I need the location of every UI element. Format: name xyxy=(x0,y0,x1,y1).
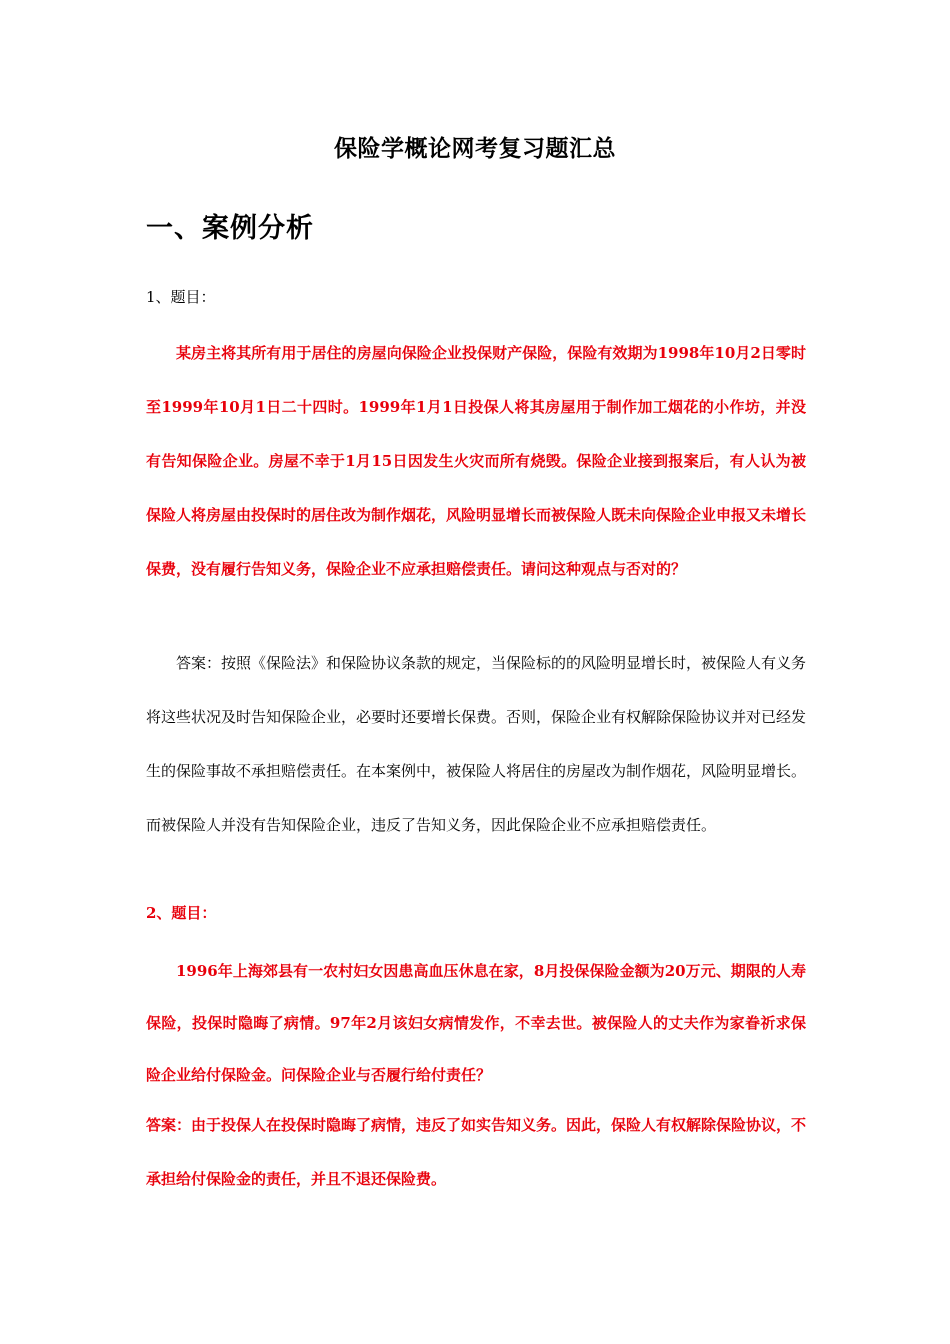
question-2-label: 2、题目： xyxy=(146,904,217,922)
document-title: 保险学概论网考复习题汇总 xyxy=(334,135,616,162)
question-1-text: 某房主将其所有用于居住的房屋向保险企业投保财产保险，保险有效期为1998年10月2日零时至1999年10月1日二十四时。1999年1月1日投保人将其房屋用于制作加工烟花的小作坊，并没有告知保险企业。房屋不幸于1月15日因发生火灾而所有烧毁。保险企业接到报案后，有人认为被保险人将房屋由投保时的居住改为制作烟花，风险明显增长而被保险人既未向保险企业申报又未增长保费，没有履行告知义务，保险企业不应承担赔偿责任。请问这种观点与否对的？ xyxy=(146,344,807,578)
question-1-label: 1、题目： xyxy=(146,288,216,306)
section-heading: 一、案例分析 xyxy=(146,213,314,244)
answer-1-text: 答案：按照《保险法》和保险协议条款的规定，当保险标的的风险明显增长时，被保险人有义务将这些状况及时告知保险企业，必要时还要增长保费。否则，保险企业有权解除保险协议并对已经发生的保险事故不承担赔偿责任。在本案例中，被保险人将居住的房屋改为制作烟花，风险明显增长。而被保险人并没有告知保险企业，违反了告知义务，因此保险企业不应承担赔偿责任。 xyxy=(146,654,807,834)
answer-2-text: 答案：由于投保人在投保时隐晦了病情，违反了如实告知义务。因此，保险人有权解除保险协议，不承担给付保险金的责任，并且不退还保险费。 xyxy=(146,1116,807,1188)
question-2-text: 1996年上海郊县有一农村妇女因患高血压休息在家，8月投保保险金额为20万元、期限的人寿保险，投保时隐晦了病情。97年2月该妇女病情发作，不幸去世。被保险人的丈夫作为家眷祈求保险企业给付保险金。问保险企业与否履行给付责任？ xyxy=(146,962,806,1084)
